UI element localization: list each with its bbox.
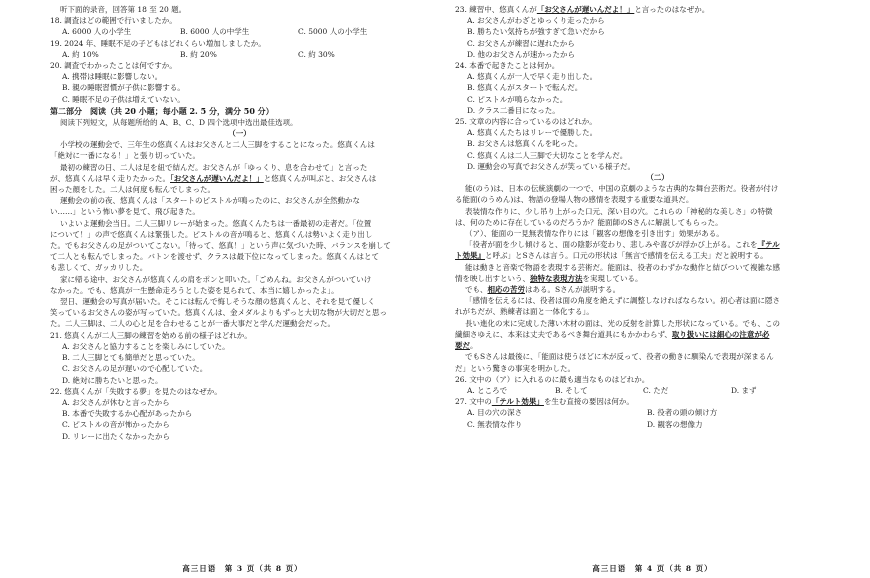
answer-option: A. ところで [467, 385, 508, 395]
answer-option: B. 約 20% [180, 49, 217, 59]
text-line: 26. 文中の（ア）に入れるのに最も適当なものはどれか。 [455, 374, 650, 384]
text-line: 長い進化の末に完成した薄い木材の面は、光の反射を計算した形状になっている。でも、この [465, 318, 780, 328]
text-line: 21. 悠真くんが二人三脚の練習を始める前の様子はどれか。 [50, 330, 252, 340]
text-line: れがちだが、熟練者は面と一体化する」。 [455, 307, 594, 317]
text-line: 27. 文中の「テルト効果」を生む直接の要因は何か。 [455, 397, 634, 407]
right-page-body [455, 4, 860, 430]
text-line: だ」という驚きの事実を明かした。 [455, 363, 575, 373]
text-line: D. リレーに出たくなかったから [62, 431, 171, 441]
text-line: 25. 文章の内容に合っているのはどれか。 [455, 117, 597, 127]
text-line: （ア）、能面の一見無表情な作りには「観客の想像を引き出す」効果がある。 [465, 229, 724, 239]
text-line: 22. 悠真くんが「失敗する夢」を見たのはなぜか。 [50, 386, 222, 396]
text-line: （一） [228, 129, 251, 139]
text-line: C. 悠真くんは二人三脚で大切なことを学んだ。 [467, 150, 628, 160]
text-line: 「感情を伝えるには、役者は面の角度を絶えずに調整しなければならない。初心者は面に隠さ [465, 296, 780, 306]
text-line: 笑っているお父さんの姿が写っていた。悠真くんは、金メダルよりもずっと大切な物が大切だと思っ [50, 308, 388, 318]
text-line: 表装情な作りに、少し吊り上がった口元、深い目の穴。これらの「神秘的な美しさ」の特徴 [465, 206, 773, 216]
text-line: 最初の練習の日、二人は足を紐で結んだ。お父さんが「ゆっくり、息を合わせて」と言った [60, 162, 368, 172]
text-line: A. 悠真くんが一人で早く走り出した。 [467, 72, 598, 82]
text-line: B. お父さんは悠真くんを叱った。 [467, 139, 583, 149]
right-page-footer: 高三日语 第 4 页（共 8 页） [592, 564, 713, 573]
answer-option: B. そして [555, 385, 588, 395]
text-line: でも、相応の苦労はある。Sさんが説明する。 [465, 285, 621, 295]
answer-option: B. 役者の頭の傾け方 [647, 408, 718, 418]
text-line: B. 悠真くんがスタートで転んだ。 [467, 83, 583, 93]
text-line: 情を映し出すという、独特な表現方法を実現している。 [455, 273, 643, 283]
answer-option: C. 約 30% [298, 49, 335, 59]
answer-option: C. 無表情な作り [467, 419, 523, 429]
text-line: A. 悠真くんたちはリレーで優勝した。 [467, 128, 598, 138]
text-line: 18. 調査はどの範囲で行いましたか。 [50, 16, 177, 26]
text-line: て二人とも転んでしまった。バトンを渡せず、クラスは最下位になってしまった。悠真くんはとて [50, 252, 380, 262]
text-line: C. お父さんが練習に遅れたから [467, 38, 575, 48]
text-line: A. お父さんと協力することを楽しみにしていた。 [62, 341, 230, 351]
text-line: C. ピストルの音が怖かったから [62, 420, 170, 430]
text-line: 翌日、運動会の写真が届いた。そこには転んで悔しそうな顔の悠真くんと、それを見て優しく [60, 297, 375, 307]
right-page [435, 0, 870, 578]
text-line: 24. 本番で起きたことは何か。 [455, 61, 560, 71]
text-line: が、悠真くんは早く走りたかった。「お父さんが遅いんだよ！」と悠真くんが叫ぶと、お父さんは [50, 173, 377, 183]
answer-option: A. 6000 人の小学生 [62, 27, 132, 37]
text-line: 小学校の運動会で、三年生の悠真くんはお父さんと二人三脚をすることになった。悠真くんは [60, 140, 375, 150]
answer-options [50, 49, 429, 60]
answer-option: A. 約 10% [62, 49, 99, 59]
text-line: は、何のために存在しているのだろうか？能面師のSさんに解説してもらった。 [455, 217, 723, 227]
answer-options [50, 26, 429, 37]
text-line: A. お父さんがわざとゆっくり走ったから [467, 16, 605, 26]
answer-option: A. 目の穴の深さ [467, 408, 523, 418]
answer-options [455, 407, 860, 429]
text-line: 阅读下列短文，从每题所给的 A、B、C、D 四个选项中选出最佳选项。 [60, 117, 298, 127]
left-page-body [50, 4, 429, 442]
text-line: い……」という怖い夢を見て、飛び起きた。 [50, 207, 200, 217]
answer-options [455, 385, 860, 396]
text-line: B. 二人三脚とても簡単だと思っていた。 [62, 353, 200, 363]
text-line: について！」の声で悠真くんは緊張した。ピストルの音が鳴ると、悠真くんは勢いよく走り出し [50, 229, 373, 239]
text-line: 能(のう)は、日本の伝統演劇の一つで、中国の京劇のような古典的な舞台芸術だ。役者が付け [465, 184, 779, 194]
text-line: D. クラス二番目になった。 [467, 105, 560, 115]
left-page-footer: 高三日语 第 3 页（共 8 页） [182, 564, 303, 573]
text-line: 繊細さゆえに、本来は丈夫であるべき舞台道具にもかかわらず、取り扱いには細心の注意が必 [455, 329, 770, 339]
text-line: B. 勝ちたい気持ちが強すぎて急いだから [467, 27, 605, 37]
text-line: D. 他のお父さんが速かったから [467, 49, 576, 59]
text-line: た。でもお父さんの足がついてこない。「待って、悠真！」という声に気づいた時、バランスを崩して [50, 241, 391, 251]
text-line: る能面(のうめん)は、物語の登場人物の感情を表現する重要な道具だ。 [455, 195, 694, 205]
answer-option: D. まず [731, 385, 757, 395]
text-line: 家に帰る途中、お父さんが悠真くんの肩をポンと叩いた。「ごめんね。お父さんがついていけ [60, 274, 372, 284]
text-line: D. 運動会の写真でお父さんが笑っている様子だ。 [467, 161, 636, 171]
text-line: た。二人三脚は、二人の心と足を合わせることが一番大事だと学んだ運動会だった。 [50, 319, 335, 329]
text-line: C. ピストルが鳴らなかった。 [467, 94, 568, 104]
text-line: A. お父さんが休むと言ったから [62, 397, 170, 407]
text-line: ト効果』と呼ぶ」とSさんは言う。口元の形状は「無言で感情を伝える工夫」だと説明する。 [455, 251, 768, 261]
text-line: B. 親の睡眠習慣が子供に影響する。 [62, 83, 185, 93]
text-line: C. 睡眠不足の子供は増えていない。 [62, 94, 185, 104]
text-line: 運動会の前の夜、悠真くんは「スタートのピストルが鳴ったのに、お父さんが全然動かな [60, 196, 360, 206]
section-heading: 第二部分 阅读（共 20 小题；每小题 2. 5 分，满分 50 分） [50, 105, 274, 116]
text-line: 困った顔をした。二人は何度も転んでしまった。 [50, 185, 215, 195]
text-line: 23. 練習中、悠真くんが「お父さんが遅いんだよ！」と言ったのはなぜか。 [455, 5, 710, 14]
text-line: も悲しくて、ガッカリした。 [50, 263, 148, 273]
answer-option: C. 5000 人の小学生 [298, 27, 368, 37]
answer-option: B. 6000 人の中学生 [180, 27, 250, 37]
text-line: なかった。でも、悠真が一生懸命走ろうとした姿を見られて、本当に嬉しかったよ」。 [50, 285, 339, 295]
text-line: 「絶対に一番になる！」と張り切っていた。 [50, 151, 200, 161]
text-line: いよいよ運動会当日。二人三脚リレーが始まった。悠真くんたちは一番最初の走者だ。「位置 [60, 218, 372, 228]
text-line: でもSさんは最後に、「能面は使うほどに木が反って、役者の動きに馴染んで表現が深まるん [465, 352, 774, 362]
text-line: 20. 調査でわかったことは何ですか。 [50, 61, 177, 71]
text-line: 19. 2024 年、睡眠不足の子どもはどれくらい増加しましたか。 [50, 38, 266, 48]
text-line: 能は動きと音楽で物語を表現する芸術だ。能面は、役者のわずかな動作と結びついて複雑な感 [465, 262, 780, 272]
answer-option: D. 観客の想像力 [647, 419, 703, 429]
text-line: C. お父さんの足が遅いので心配していた。 [62, 364, 208, 374]
text-line: （二） [646, 173, 669, 183]
answer-option: C. ただ [643, 385, 669, 395]
text-line: D. 絶対に勝ちたいと思った。 [62, 375, 163, 385]
text-line: 听下面的录音，回答第 18 至 20 题。 [60, 5, 187, 14]
text-line: 要だ。 [455, 341, 478, 351]
text-line: A. 携帯は睡眠に影響しない。 [62, 72, 163, 82]
text-line: B. 本番で失敗するか心配があったから [62, 409, 193, 419]
text-line: 「役者が面を少し傾けると、面の陰影が変わり、悲しみや喜びが浮かび上がる。これを『テル [465, 240, 780, 250]
